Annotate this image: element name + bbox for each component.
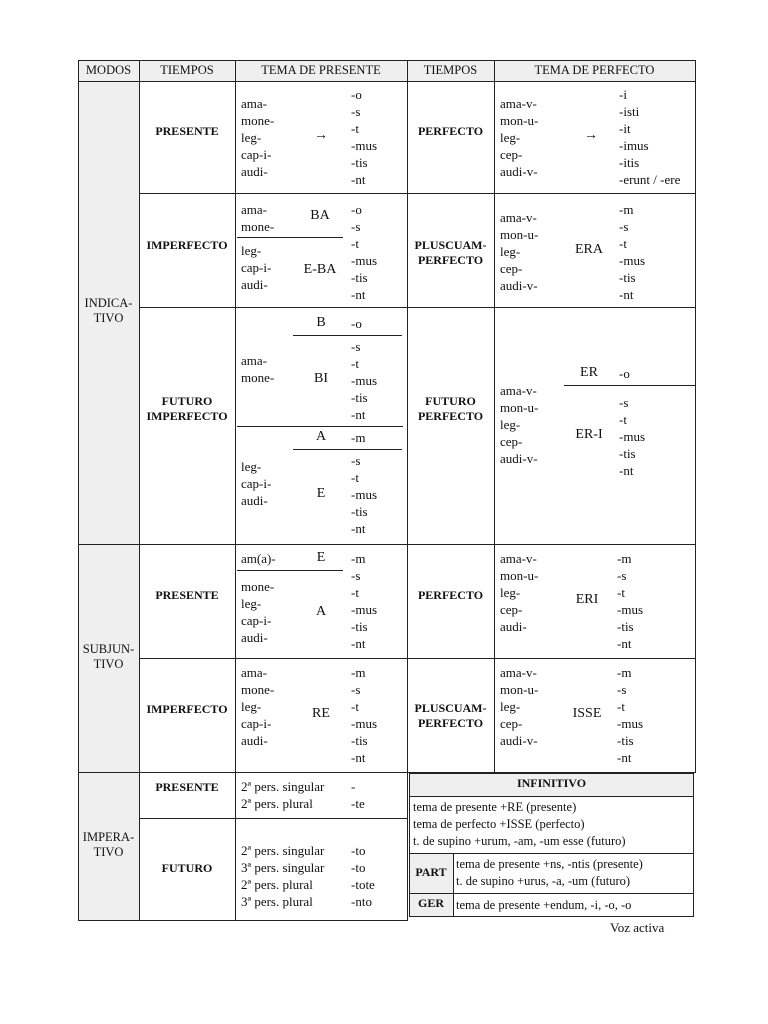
ind-imperfecto-stems-1: ama- mone-: [241, 202, 275, 234]
mood-indicativo: INDICA- TIVO: [84, 296, 133, 325]
tense-ind-presente: PRESENTE: [155, 124, 219, 138]
ind-imperfecto-mark-eba: E-BA: [303, 262, 337, 277]
part-label: PART: [415, 865, 447, 879]
sub-presente-mark-e: E: [316, 550, 326, 565]
sub-presente-mark-a: A: [315, 604, 327, 619]
ind-presente-endings: -o -s -t -mus -tis -nt: [351, 87, 377, 187]
ind-imperfecto-stems-2: leg- cap-i- audi-: [241, 243, 272, 292]
ind-perfecto-endings: -i -isti -it -imus -itis -erunt / -ere: [619, 87, 681, 187]
ind-imperfecto-mark-ba: BA: [310, 208, 330, 223]
sub-imperfecto-stems: ama- mone- leg- cap-i- audi-: [241, 665, 275, 748]
tense-sub-imperfecto: IMPERFECTO: [146, 702, 228, 716]
ind-futuro-mark-a: A: [315, 429, 327, 444]
sub-pluscuam-endings: -m -s -t -mus -tis -nt: [617, 665, 643, 765]
arrow-icon: →: [314, 128, 328, 143]
ind-pluscuam-endings: -m -s -t -mus -tis -nt: [619, 202, 645, 302]
sub-imperfecto-endings: -m -s -t -mus -tis -nt: [351, 665, 377, 765]
ind-futuro-end-bi: -s -t -mus -tis -nt: [351, 339, 377, 422]
tense-ind-pluscuam: PLUSCUAM- PERFECTO: [414, 238, 487, 267]
ger-label: GER: [417, 896, 444, 910]
ind-futuro-mark-bi: BI: [314, 371, 328, 386]
ind-imperfecto-endings: -o -s -t -mus -tis -nt: [351, 202, 377, 302]
ind-futuro-perf-end-er: -o: [619, 366, 630, 381]
ind-futuro-perf-stems: ama-v- mon-u- leg- cep- audi-v-: [500, 383, 539, 466]
header-tiempos-perfecto: TIEMPOS: [423, 63, 478, 77]
sub-perfecto-stems: ama-v- mon-u- leg- cep- audi-: [500, 551, 539, 634]
ind-perfecto-stems: ama-v- mon-u- leg- cep- audi-v-: [500, 96, 539, 179]
tense-sub-presente: PRESENTE: [155, 588, 219, 602]
ind-futuro-perf-mark-eri: ER-I: [575, 427, 603, 442]
sub-perfecto-endings: -m -s -t -mus -tis -nt: [617, 551, 643, 651]
arrow-icon: →: [584, 128, 598, 143]
sub-pluscuam-mark: ISSE: [572, 706, 602, 721]
header-tema-presente: TEMA DE PRESENTE: [261, 63, 381, 77]
tense-ind-futuro-perf: FUTURO PERFECTO: [417, 394, 484, 423]
mood-imperativo: IMPERA- TIVO: [82, 830, 135, 859]
header-modos: MODOS: [85, 63, 132, 77]
tense-ind-perfecto: PERFECTO: [417, 124, 484, 138]
ind-futuro-end-a: -m: [351, 430, 366, 445]
ind-futuro-mark-e: E: [316, 486, 326, 501]
ind-futuro-end-b: -o: [351, 316, 362, 331]
ind-futuro-stems-2: leg- cap-i- audi-: [241, 459, 272, 508]
sub-presente-endings: -m -s -t -mus -tis -nt: [351, 551, 377, 651]
sub-presente-stems-2: mone- leg- cap-i- audi-: [241, 579, 275, 645]
mood-subjuntivo: SUBJUN- TIVO: [82, 642, 135, 671]
infinitivo-lines: tema de presente +RE (presente) tema de perfecto +ISSE (perfecto) t. de supino +urum, -am, -um esse (futuro): [413, 800, 626, 848]
ger-text: tema de presente +endum, -i, -o, -o: [456, 898, 632, 912]
ind-pluscuam-mark: ERA: [575, 242, 603, 257]
header-tema-perfecto: TEMA DE PERFECTO: [534, 63, 655, 77]
tense-sub-perfecto: PERFECTO: [417, 588, 484, 602]
infinitivo-title: INFINITIVO: [516, 776, 587, 790]
footer-voz-activa: Voz activa: [610, 920, 665, 935]
sub-perfecto-mark: ERI: [575, 592, 599, 607]
ind-futuro-perf-mark-er: ER: [580, 365, 598, 380]
imp-futuro-endings: -to -to -tote -nto: [351, 843, 375, 909]
imp-presente-endings: - -te: [351, 779, 365, 811]
tense-ind-futuro: FUTURO IMPERFECTO: [146, 394, 228, 423]
tense-imp-presente: PRESENTE: [155, 780, 219, 794]
header-tiempos: TIEMPOS: [160, 63, 214, 77]
ind-futuro-end-e: -s -t -mus -tis -nt: [351, 453, 377, 536]
sub-imperfecto-mark: RE: [312, 706, 330, 721]
tense-sub-pluscuam: PLUSCUAM- PERFECTO: [414, 701, 487, 730]
ind-futuro-mark-b: B: [316, 315, 326, 330]
imp-presente-persons: 2ª pers. singular 2ª pers. plural: [241, 779, 325, 811]
sub-presente-stem-1: am(a)-: [241, 551, 276, 566]
ind-futuro-perf-end-eri: -s -t -mus -tis -nt: [619, 395, 645, 478]
imp-futuro-persons: 2ª pers. singular 3ª pers. singular 2ª pers. plural 3ª pers. plural: [241, 843, 325, 909]
part-text: tema de presente +ns, -ntis (presente) t. de supino +urus, -a, -um (futuro): [456, 857, 643, 888]
sub-pluscuam-stems: ama-v- mon-u- leg- cep- audi-v-: [500, 665, 539, 748]
ind-pluscuam-stems: ama-v- mon-u- leg- cep- audi-v-: [500, 210, 539, 293]
tense-ind-imperfecto: IMPERFECTO: [146, 238, 228, 252]
ind-presente-stems: ama- mone- leg- cap-i- audi-: [241, 96, 275, 179]
ind-futuro-stems-1: ama- mone-: [241, 353, 275, 385]
tense-imp-futuro: FUTURO: [161, 861, 213, 875]
